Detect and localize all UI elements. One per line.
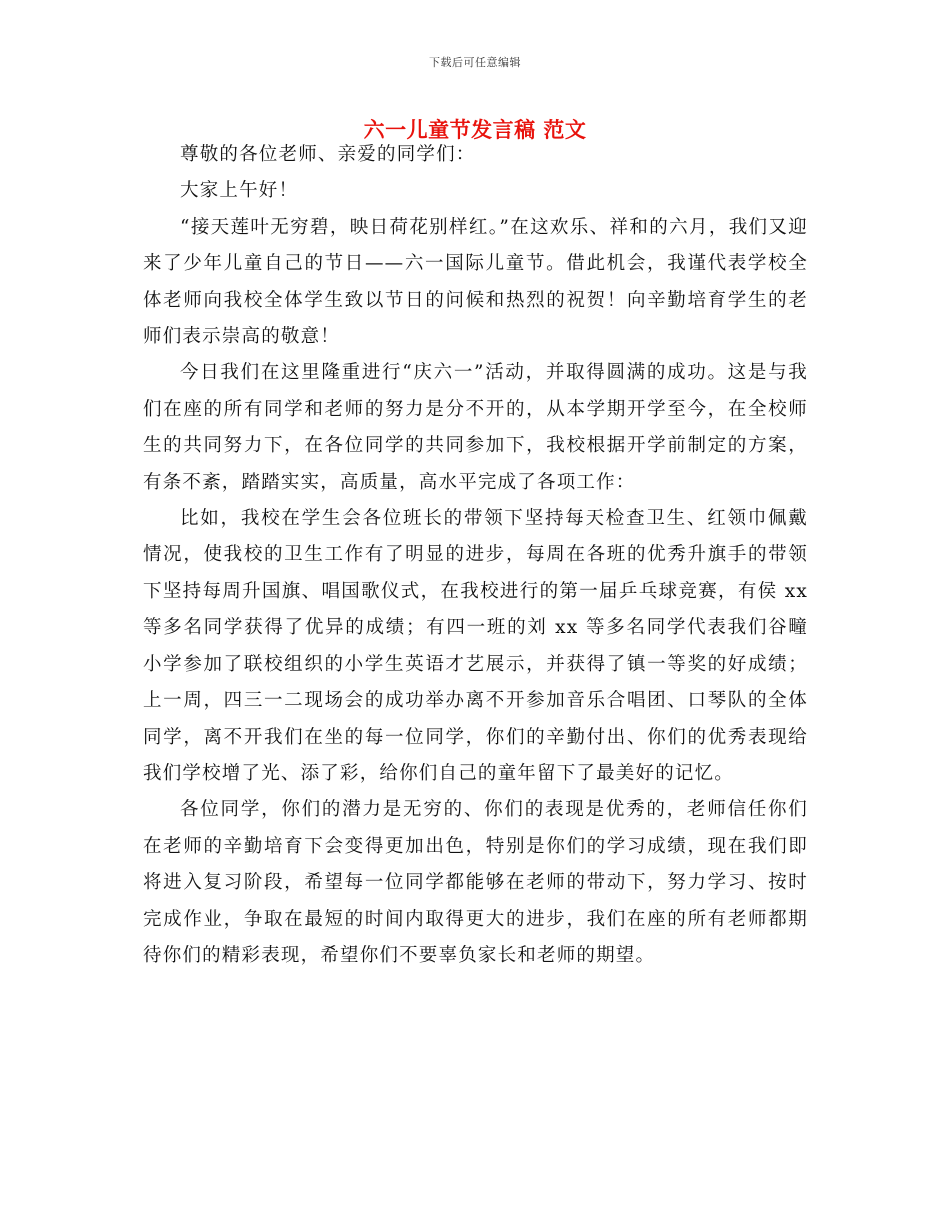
greeting: 大家上午好！ [180,180,299,202]
document-title: 六一儿童节发言稿 范文 [363,117,587,142]
page-header-note: 下载后可任意编辑 [429,56,521,69]
document-body [143,137,808,974]
paragraph: 比如，我校在学生会各位班长的带领下坚持每天检查卫生、红领巾佩戴情况，使我校的卫生工作有了明显的进步，每周在各班的优秀升旗手的带领下坚持每周升国旗、唱国歌仪式，在我校进行的第一届乒乓球竞赛，有侯 xx 等多名同学获得了优异的成绩；有四一班的刘 xx 等多名同学代表我们谷疃小学参加了联校组织的小学生英语才艺展示，并获得了镇一等奖的好成绩；上一周，四三一二现场会的成功举办离不开参加音乐合唱团、口琴队的全体同学，离不开我们在坐的每一位同学，你们的辛勤付出、你们的优秀表现给我们学校增了光、添了彩，给你们自己的童年留下了最美好的记忆。 [143,508,808,784]
salutation: 尊敬的各位老师、亲爱的同学们： [180,144,476,165]
paragraph: 各位同学，你们的潜力是无穷的、你们的表现是优秀的，老师信任你们在老师的辛勤培育下会变得更加出色，特别是你们的学习成绩，现在我们即将进入复习阶段，希望每一位同学都能够在老师的带动下，努力学习、按时完成作业，争取在最短的时间内取得更大的进步，我们在座的所有老师都期待你们的精彩表现，希望你们不要辜负家长和老师的期望。 [143,799,808,966]
paragraph: “接天莲叶无穷碧，映日荷花别样红。”在这欢乐、祥和的六月，我们又迎来了少年儿童自己的节日——六一国际儿童节。借此机会，我谨代表学校全体老师向我校全体学生致以节日的问候和热烈的祝贺！向辛勤培育学生的老师们表示崇高的敬意！ [143,216,808,348]
paragraph: 今日我们在这里隆重进行“庆六一”活动，并取得圆满的成功。这是与我们在座的所有同学和老师的努力是分不开的，从本学期开学至今，在全校师生的共同努力下，在各位同学的共同参加下，我校根据开学前制定的方案，有条不紊，踏踏实实，高质量，高水平完成了各项工作： [143,362,808,493]
